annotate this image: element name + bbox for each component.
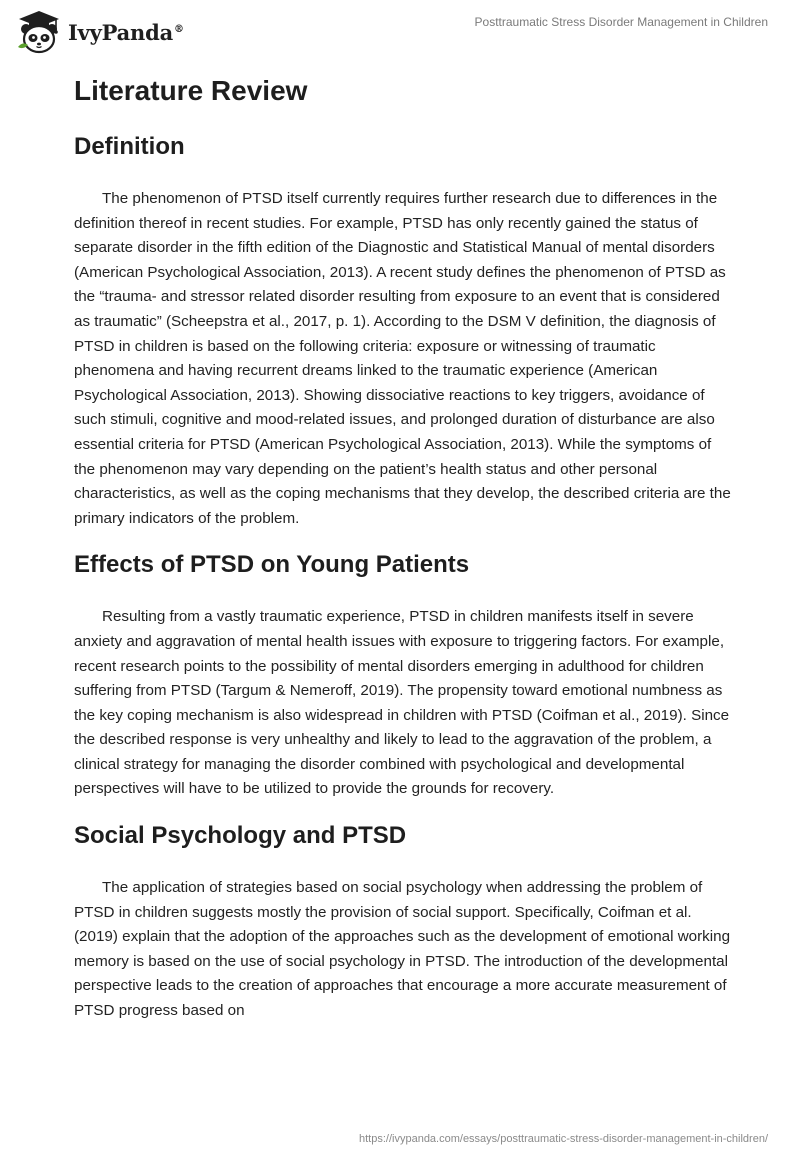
logo-text: [68, 20, 184, 45]
panda-graduate-icon: [14, 9, 64, 55]
registered-mark: ®: [174, 23, 184, 35]
essay-content: [74, 70, 734, 1024]
section-heading-effects: Effects of PTSD on Young Patients: [74, 551, 470, 579]
source-url-link[interactable]: https://ivypanda.com/essays/posttraumatic-stress-disorder-management-in-children/: [359, 1133, 768, 1145]
paragraph-social-psychology: The application of strategies based on social psychology when addressing the problem of PTSD in children suggests mostly the provision of social support. Specifically, Coifman et al. (2019) explain that the adoption of the approaches such as the development of emotional working memory is based on the use of social psychology in PTSD. The introduction of the developmental perspective leads to the creation of approaches that encourage a more accurate measurement of PTSD progress based on: [74, 879, 731, 1020]
paragraph-effects: Resulting from a vastly traumatic experience, PTSD in children manifests itself in severe anxiety and aggravation of mental health issues with exposure to triggering factors. For example, recent research points to the possibility of mental disorders emerging in adulthood for children suffering from PTSD (Targum & Nemeroff, 2019). The propensity toward emotional numbness as the key coping mechanism is also widespread in children with PTSD (Coifman et al., 2019). Since the described response is very unhealthy and likely to lead to the aggravation of the problem, a clinical strategy for managing the disorder combined with psychological and developmental perspectives will have to be utilized to provide the grounds for recovery.: [74, 608, 730, 798]
brand-name: IvyPanda: [68, 19, 174, 45]
ivypanda-logo[interactable]: [14, 8, 184, 56]
section-heading-definition: Definition: [74, 133, 185, 160]
paragraph-definition: The phenomenon of PTSD itself currently requires further research due to differences in the definition thereof in recent studies. For example, PTSD has only recently gained the status of separate disorder in the fifth edition of the Diagnostic and Statistical Manual of mental disorders (American Psychological Association, 2013). A recent study defines the phenomenon of PTSD as the “trauma- and stressor related disorder resulting from exposure to an event that is considered as traumatic” (Scheepstra et al., 2017, p. 1). According to the DSM V definition, the diagnosis of PTSD in children is based on the following criteria: exposure or witnessing of traumatic phenomena and having recurrent dreams linked to the traumatic experience (American Psychological Association, 2013). Showing dissociative reactions to key triggers, avoidance of such stimuli, cognitive and mood-related issues, and prolonged duration of disturbance are also essential criteria for PTSD (American Psychological Association, 2013). While the symptoms of the phenomenon may vary depending on the patient’s health status and other personal characteristics, as well as the coping mechanisms that they develop, the described criteria are the primary indicators of the problem.: [74, 190, 731, 527]
main-heading: Literature Review: [74, 75, 308, 106]
section-heading-social-psychology: Social Psychology and PTSD: [74, 822, 407, 850]
page-header: [0, 0, 800, 60]
document-title: Posttraumatic Stress Disorder Management in Children: [474, 15, 768, 29]
